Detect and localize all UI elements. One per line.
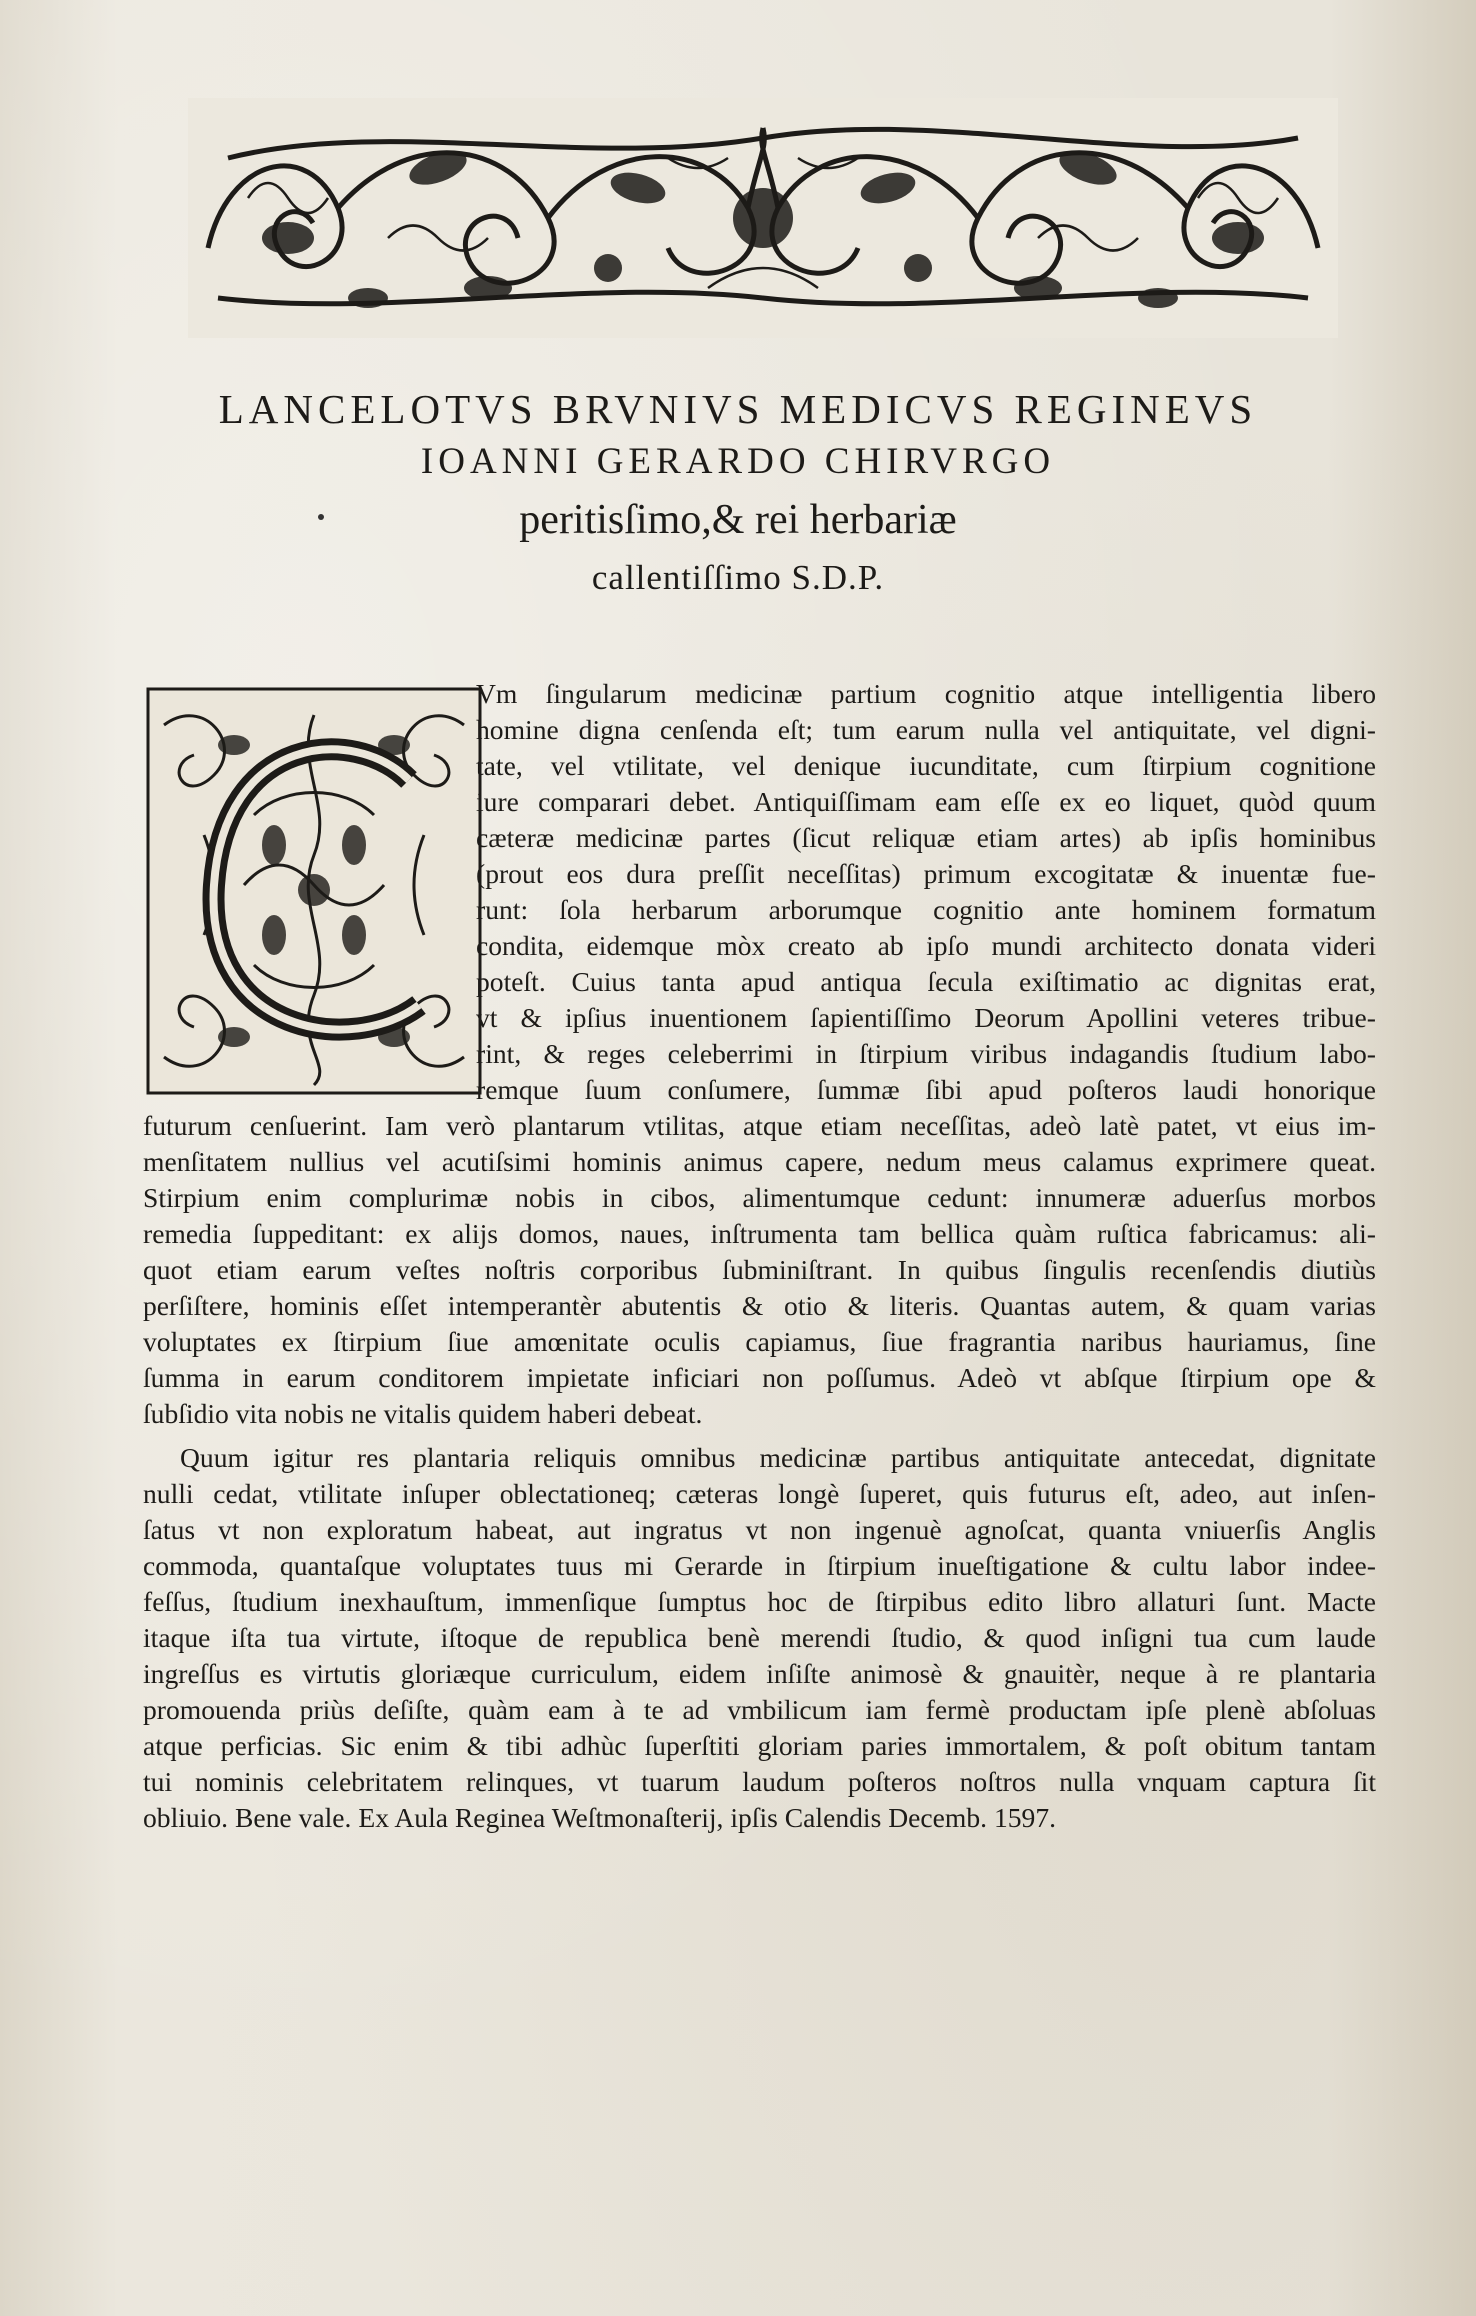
body-line-15: Stirpium enim complurimæ nobis in cibos, alimentumque cedunt: innumeræ aduerſus morbos (143, 1182, 1376, 1213)
body-line-6: (prout eos dura preſſit neceſſitas) primum excogitatæ & inuentæ fue- (476, 858, 1376, 889)
body-line-29: promouenda priùs deſiſte, quàm eam à te ad vmbilicum iam fermè productam ipſe plenè abſoluas (143, 1694, 1376, 1725)
body-line-32: obliuio. Bene vale. Ex Aula Reginea Weſtmonaſterij, ipſis Calendis Decemb. 1597. (143, 1802, 1057, 1833)
body-line-11: rint, & reges celeberrimi in ſtirpium viribus indagandis ſtudium labo- (476, 1038, 1376, 1069)
body-line-23: nulli cedat, vtilitate inſuper oblectationeq; cæteras longè ſuperet, quis futurus eſt, adeo, aut inſen- (143, 1478, 1376, 1509)
body-line-1: Vm ſingularum medicinæ partium cognitio atque intelligentia libero (476, 678, 1376, 709)
body-line-31: tui nominis celebritatem relinques, vt tuarum laudum poſteros noſtros nulla vnquam captura ſit (143, 1766, 1376, 1797)
body-line-22: Quum igitur res plantaria reliquis omnibus medicinæ partibus antiquitate antecedat, dignitate (180, 1442, 1376, 1473)
body-line-28: ingreſſus es virtutis gloriæque curriculum, eidem inſiſte animosè & gnauitèr, neque à re plantaria (143, 1658, 1376, 1689)
body-line-13: futurum cenſuerint. Iam verò plantarum vtilitas, atque etiam neceſſitas, adeò latè patet, vt eius im- (143, 1110, 1376, 1141)
heading-line-3: peritisſimo,& rei herbariæ (519, 497, 957, 543)
body-line-25: commoda, quantaſque voluptates tuus mi Gerarde in ſtirpium inueſtigatione & cultu labor indee- (143, 1550, 1376, 1581)
body-line-12: remque ſuum conſumere, ſummæ ſibi apud poſteros laudi honorique (476, 1074, 1376, 1105)
body-line-3: tate, vel vtilitate, vel denique iucunditate, cum ſtirpium cognitione (476, 750, 1376, 781)
body-line-5: cæteræ medicinæ partes (ſicut reliquæ etiam artes) ab ipſis hominibus (476, 822, 1376, 853)
body-line-14: menſitatem nullius vel acutiſsimi hominis animus capere, nedum meus calamus exprimere queat. (143, 1146, 1376, 1177)
headpiece-ornament (188, 98, 1338, 338)
body-line-16: remedia ſuppeditant: ex alijs domos, naues, inſtrumenta tam bellica quàm ruſtica fabricamus: ali- (143, 1218, 1376, 1249)
heading-line-4: callentiſſimo S.D.P. (591, 558, 885, 597)
body-line-10: vt & ipſius inuentionem ſapientiſſimo Deorum Apollini veteres tribue- (476, 1002, 1376, 1033)
body-line-9: poteſt. Cuius tanta apud antiqua ſecula exiſtimatio ac dignitas erat, (476, 966, 1376, 997)
body-line-26: feſſus, ſtudium inexhauſtum, immenſique ſumptus hoc de ſtirpibus edito libro allaturi ſunt. Macte (143, 1586, 1376, 1617)
body-line-20: ſumma in earum conditorem impietate inficiari non poſſumus. Adeò vt abſque ſtirpium ope & (143, 1362, 1376, 1393)
body-line-18: perſiſtere, hominis eſſet intemperantèr abutentis & otio & literis. Quantas autem, & quam varias (143, 1290, 1376, 1321)
body-line-19: voluptates ex ſtirpium ſiue amœnitate oculis capiamus, ſiue fragrantia naribus hauriamus, ſine (143, 1326, 1376, 1357)
initial-c-icon (144, 685, 484, 1097)
body-line-27: itaque iſta tua virtute, iſtoque de republica benè merendi ſtudio, & quod inſigni tua cum laude (143, 1622, 1376, 1653)
heading-line-1: LANCELOTVS BRVNIVS MEDICVS REGINEVS (218, 386, 1258, 432)
body-line-17: quot etiam earum veſtes noſtris corporibus ſubminiſtrant. In quibus ſingulis recenſendis diutiùs (143, 1254, 1376, 1285)
body-line-4: iure comparari debet. Antiquiſſimam eam eſſe ex eo liquet, quòd quum (476, 786, 1376, 817)
body-line-2: homine digna cenſenda eſt; tum earum nulla vel antiquitate, vel digni- (476, 714, 1376, 745)
ink-speck (318, 514, 324, 520)
body-line-8: condita, eidemque mòx creato ab ipſo mundi architecto donata videri (476, 930, 1376, 961)
body-line-21: ſubſidio vita nobis ne vitalis quidem haberi debeat. (143, 1398, 703, 1429)
decorated-initial (144, 685, 484, 1097)
body-line-7: runt: ſola herbarum arborumque cognitio ante hominem formatum (476, 894, 1376, 925)
body-line-30: atque perficias. Sic enim & tibi adhùc ſuperſtiti gloriam paries immortalem, & poſt obitum tantam (143, 1730, 1376, 1761)
foliate-scroll-icon (188, 98, 1338, 338)
heading-line-2: IOANNI GERARDO CHIRVRGO (420, 441, 1056, 482)
body-line-24: ſatus vt non exploratum habeat, aut ingratus vt non ingenuè agnoſcat, quanta vniuerſis Anglis (143, 1514, 1376, 1545)
